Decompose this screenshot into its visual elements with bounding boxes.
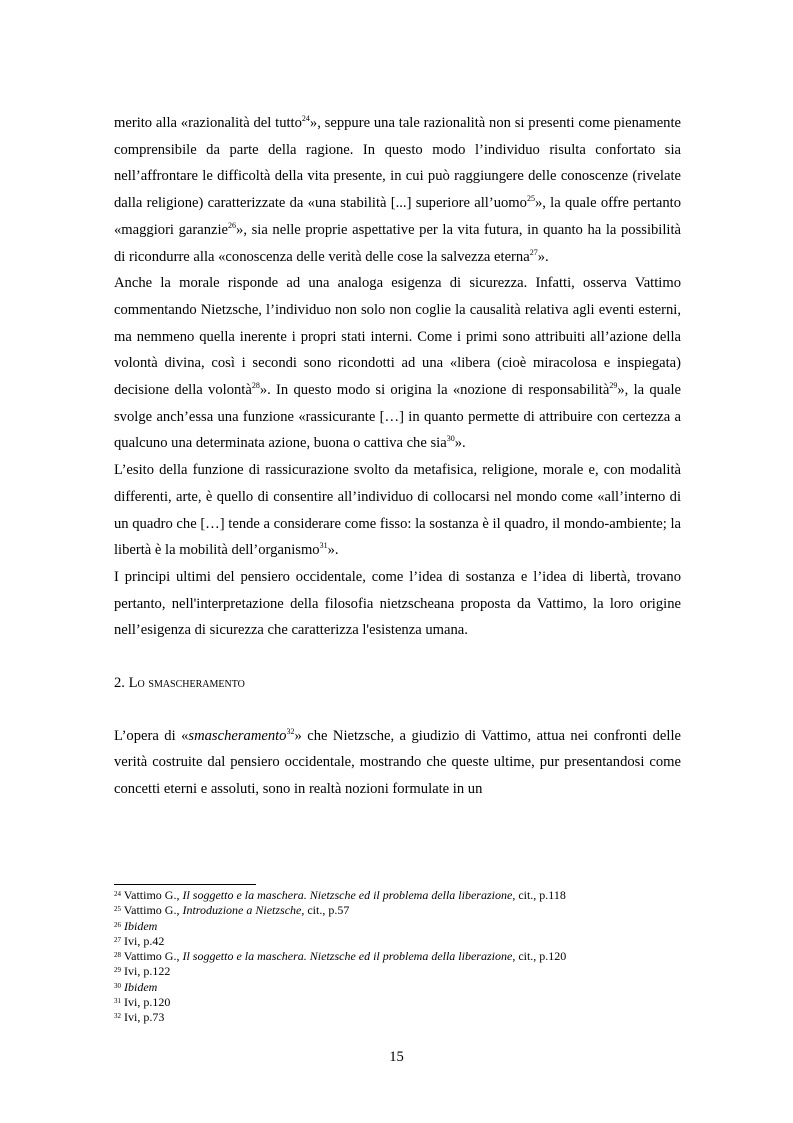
paragraph-1: merito alla «razionalità del tutto$^{24}$», seppure una tale razionalità non si presenti come pienamente comprensibile da parte della ragione. In questo modo l’individuo risulta confortato sia nell’affrontare le difficoltà della vita presente, in cui può raggiungere delle conoscenze (rivelate dalla religione) caratterizzate da «una stabilità [...] superiore all’uomo$^{25}$», la quale offre pertanto «maggiori garanzie$^{26}$», sia nelle proprie aspettative per la vita futura, in quanto ha la possibilità di ricondurre alla «conoscenza delle verità delle cose la salvezza eterna$^{27}$». [114,114,681,265]
footnote: $^{28}$ Vattimo G., Il soggetto e la maschera. Nietzsche ed il problema della liberazione, cit., p.120 [114,949,567,964]
footnote: $^{25}$ Vattimo G., Introduzione a Nietzsche, cit., p.57 [114,903,350,918]
paragraph-2: Anche la morale risponde ad una analoga esigenza di sicurezza. Infatti, osserva Vattimo commentando Nietzsche, l’individuo non solo non coglie la causalità relativa agli eventi esterni, ma nemmeno quella inerente i propri stati interni. Come i primi sono attribuiti all’azione della volontà divina, così i secondi sono ricondotti ad una «libera (cioè miracolosa e inspiegata) decisione della volontà$^{28}$». In questo modo si origina la «nozione di responsabilità$^{29}$», la quale svolge anch’essa una funzione «rassicurante […] in quanto permette di attribuire con certezza a qualcuno una determinata azione, buona o cattiva che sia$^{30}$». [114,275,681,452]
footnote-ref: 27 [529,247,538,257]
paragraph-5: L’opera di «smascheramento$^{32}$» che Nietzsche, a giudizio di Vattimo, attua nei confronti delle verità costruite dal pensiero occidentale, mostrando che queste ultime, pur presentandosi come concetti eterni e assoluti, sono in realtà nozioni formulate in un [114,726,681,798]
footnote: $^{24}$ Vattimo G., Il soggetto e la maschera. Nietzsche ed il problema della liberazione, cit., p.118 [114,888,566,902]
footnotes [114,888,681,1026]
paragraph-4: I principi ultimi del pensiero occidentale, come l’idea di sostanza e l’idea di libertà, trovano pertanto, nell'interpretazione della filosofia nietzscheana proposta da Vattimo, la loro origine nell’esigenza di sicurezza che caratterizza l'esistenza umana. [114,568,681,639]
footnote: $^{32}$ Ivi, p.73 [114,1010,165,1025]
footnote-ref: 32 [286,726,295,736]
footnote-ref: 26 [228,220,237,230]
footnote-ref: 28 [251,381,260,391]
page-number: 15 [389,1049,404,1065]
footnote-ref: 30 [446,434,455,444]
footnote-ref: 24 [301,114,310,124]
footnote: $^{30}$ Ibidem [114,979,158,994]
footnote: $^{27}$ Ivi, p.42 [114,933,165,948]
footnote: $^{31}$ Ivi, p.120 [114,995,171,1010]
page-body [114,110,681,803]
footnote-ref: 31 [319,541,328,551]
footnote-ref: 29 [609,381,618,391]
paragraph-3: L’esito della funzione di rassicurazione svolto da metafisica, religione, morale e, con modalità differenti, arte, è quello di consentire all’individuo di collocarsi nel mondo come «all’interno di un quadro che […] tende a considerare come fisso: la sostanza è il quadro, il mondo-ambiente; la libertà è la mobilità dell’organismo$^{31}$». [114,462,681,559]
section-heading: 2. Lo smascheramento [114,675,245,692]
footnote: $^{26}$ Ibidem [114,918,158,933]
footnote-separator [114,884,256,885]
footnote: $^{29}$ Ivi, p.122 [114,964,171,979]
footnote-ref: 25 [526,194,535,204]
